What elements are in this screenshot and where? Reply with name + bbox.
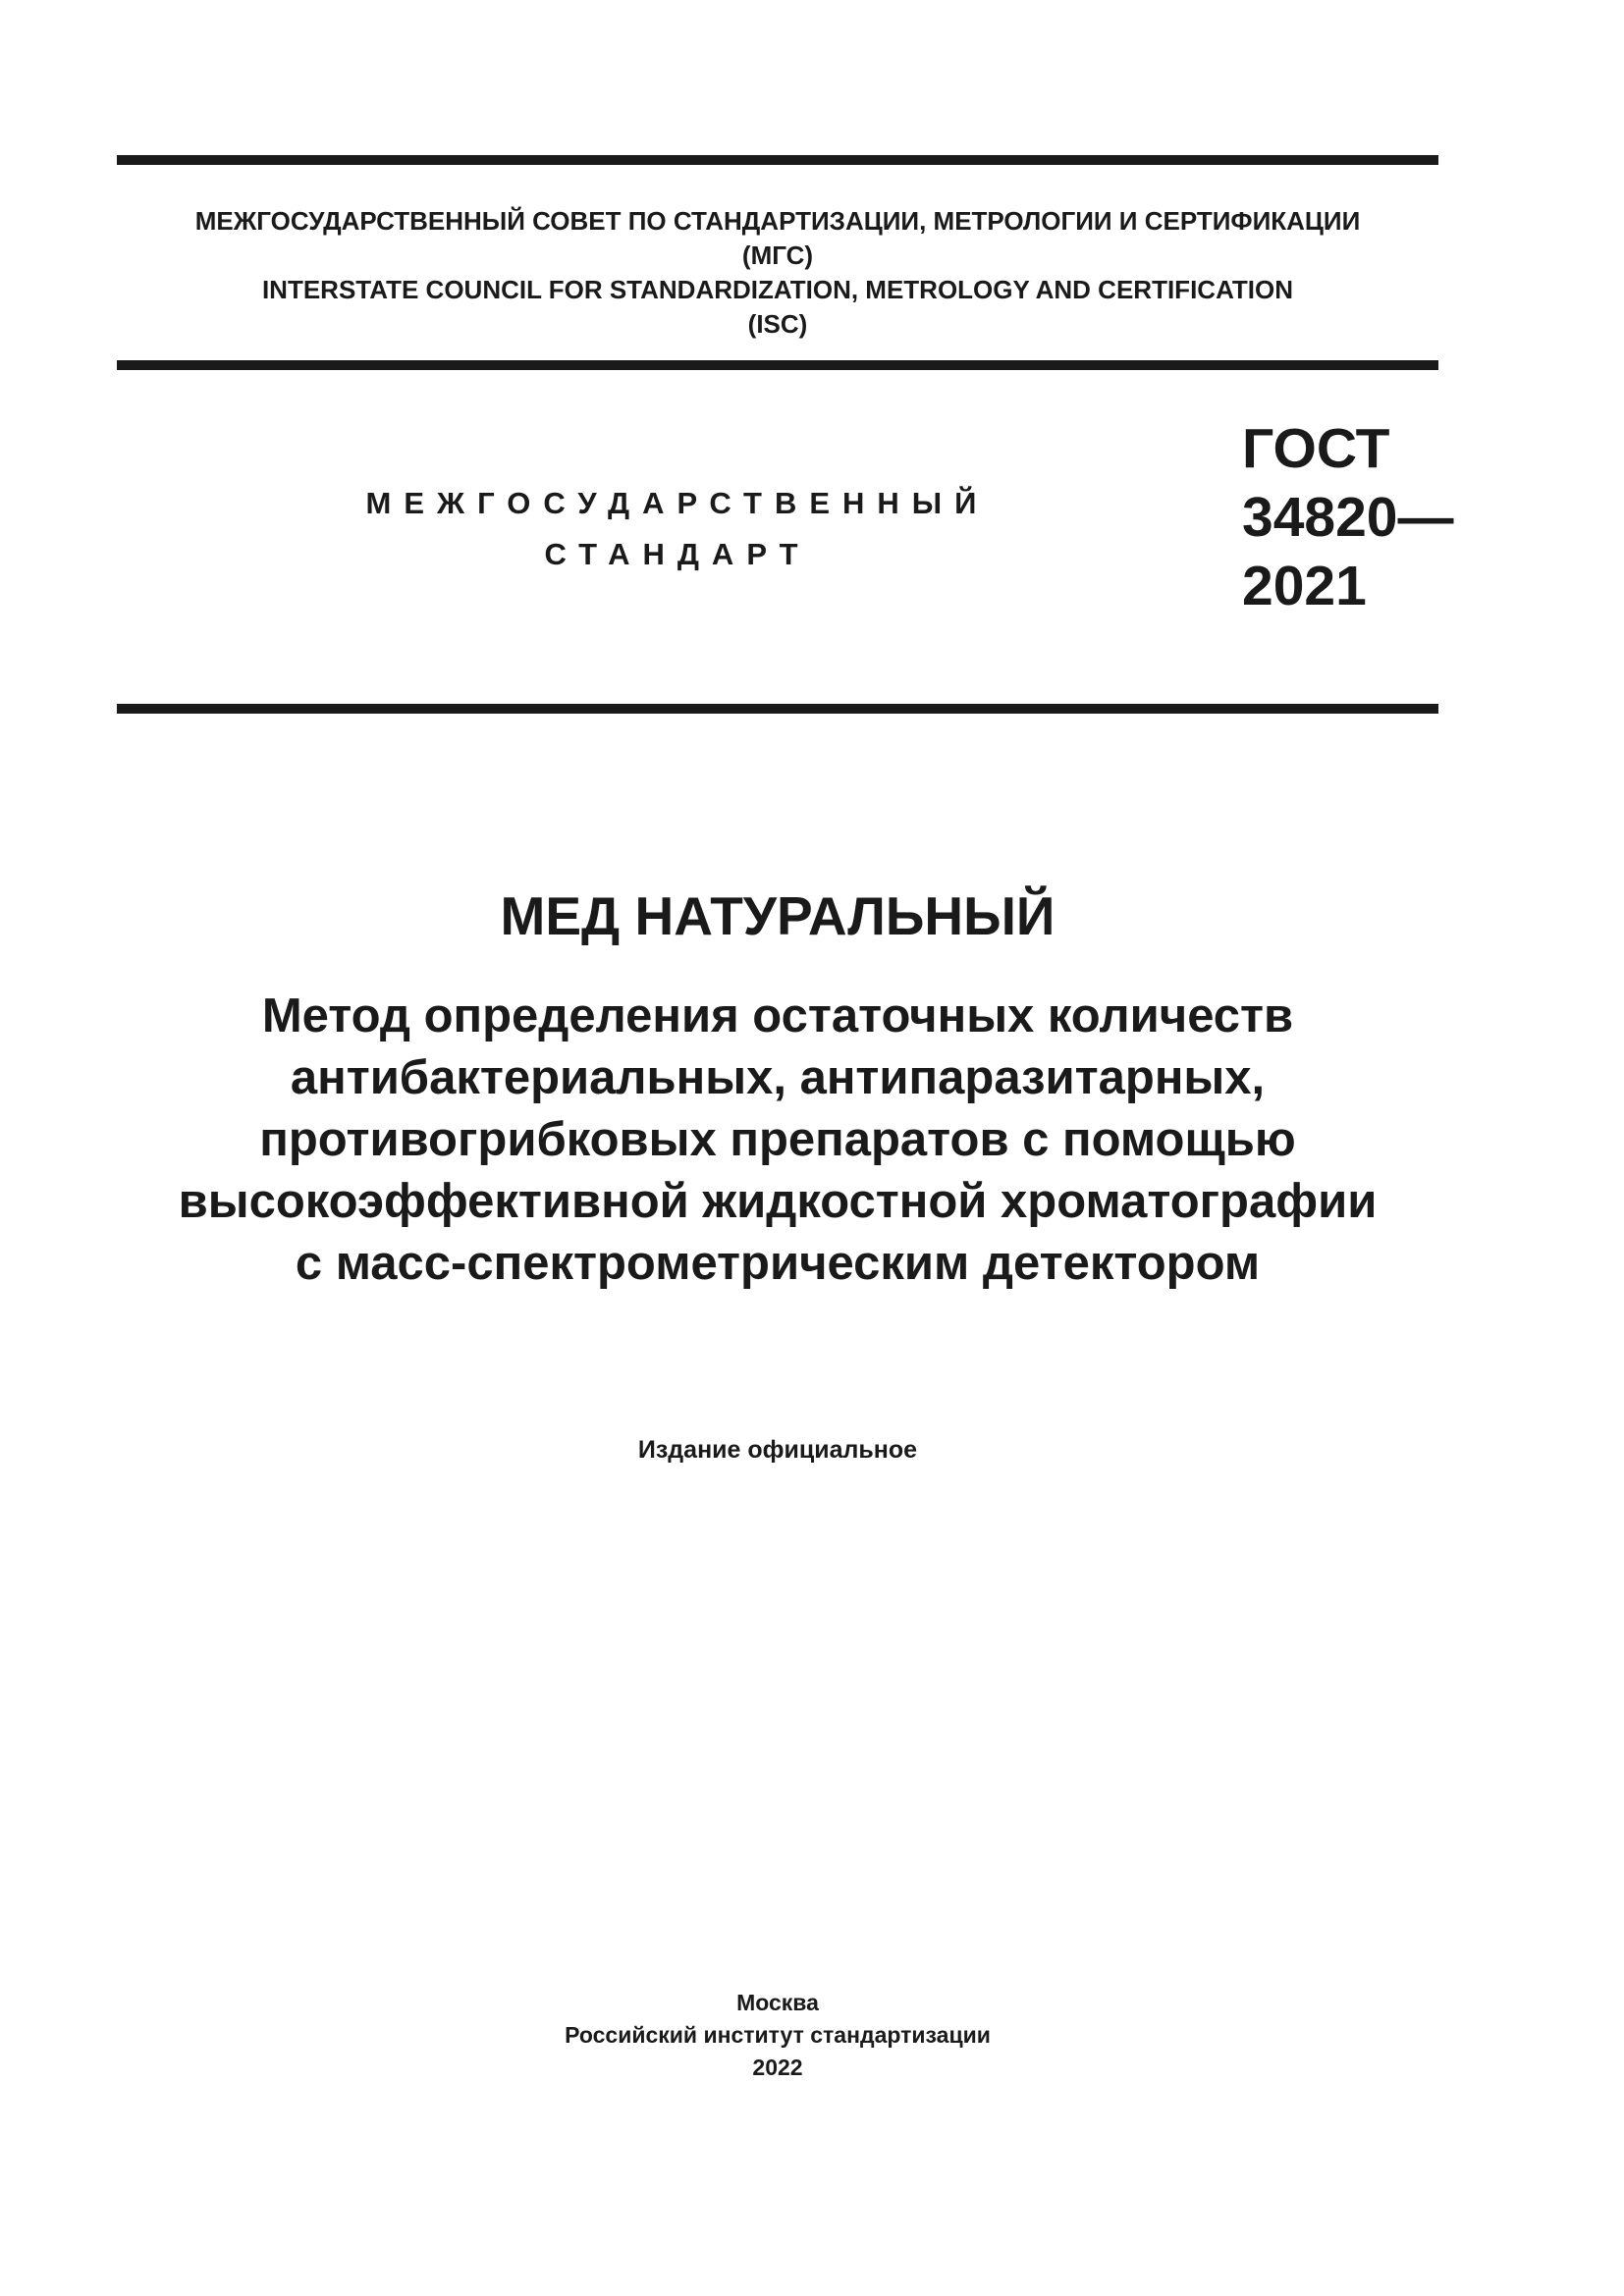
designation-number: 34820—: [1242, 486, 1454, 549]
council-abbr-ru: (МГС): [741, 240, 814, 270]
standard-kind-line1: МЕЖГОСУДАРСТВЕННЫЙ: [365, 486, 990, 520]
top-rule: [117, 155, 1438, 165]
imprint: [117, 1987, 1438, 2084]
designation-prefix: ГОСТ: [1242, 417, 1390, 480]
imprint-year: 2022: [752, 2055, 803, 2080]
subtitle-line: антибактериальных, антипаразитарных,: [290, 1051, 1266, 1104]
standard-designation: [1242, 414, 1454, 620]
subtitle-line: противогрибковых препаратов с помощью: [259, 1113, 1296, 1166]
council-name-en: INTERSTATE COUNCIL FOR STANDARDIZATION, METROLOGY AND CERTIFICATION: [261, 275, 1294, 304]
standard-kind: [295, 478, 1060, 580]
subtitle-line: высокоэффективной жидкостной хроматографии: [178, 1175, 1378, 1228]
subtitle-line: Метод определения остаточных количеств: [261, 989, 1294, 1042]
imprint-publisher: Российский институт стандартизации: [565, 2022, 991, 2048]
council-block: [117, 204, 1438, 342]
header-bottom-rule: [117, 704, 1438, 714]
designation-year: 2021: [1242, 555, 1367, 617]
council-abbr-en: (ISC): [747, 309, 808, 339]
council-name-ru: МЕЖГОСУДАРСТВЕННЫЙ СОВЕТ ПО СТАНДАРТИЗАЦИИ, МЕТРОЛОГИИ И СЕРТИФИКАЦИИ: [194, 206, 1361, 236]
edition-note: Издание официальное: [637, 1436, 918, 1464]
document-title: МЕД НАТУРАЛЬНЫЙ: [500, 885, 1056, 946]
subtitle-line: с масс-спектрометрическим детектором: [295, 1237, 1261, 1290]
document-subtitle: [117, 986, 1438, 1295]
imprint-city: Москва: [736, 1990, 819, 2015]
standard-kind-line2: СТАНДАРТ: [544, 537, 811, 571]
council-bottom-rule: [117, 360, 1438, 370]
